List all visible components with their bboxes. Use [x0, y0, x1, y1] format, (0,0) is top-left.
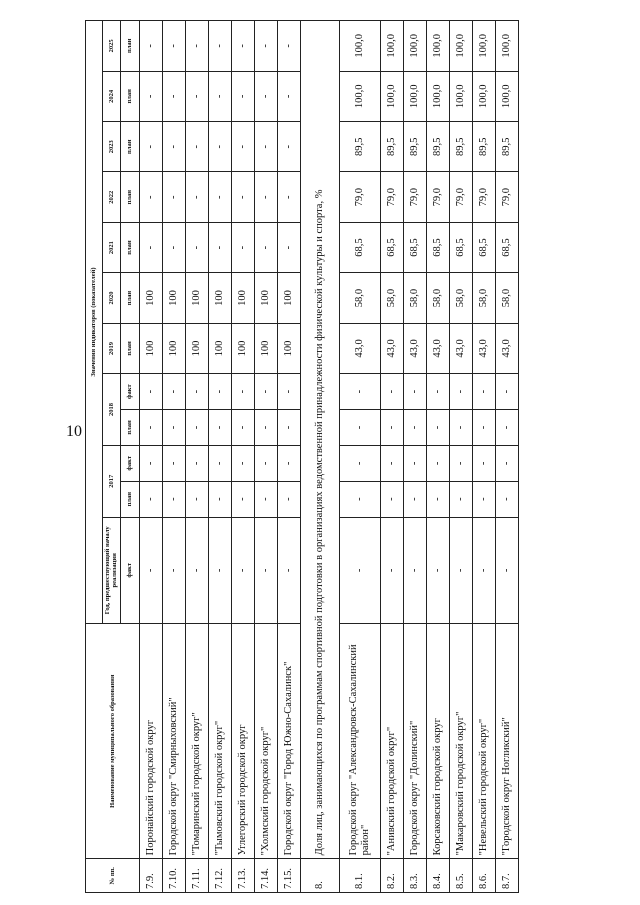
header-values: Значения индикаторов (показателей) [86, 21, 103, 624]
value-cell: - [162, 445, 185, 481]
value-cell: - [277, 172, 300, 222]
header-year-2024: 2024 [103, 71, 121, 121]
value-cell: - [208, 222, 231, 272]
value-cell: 43,0 [495, 323, 518, 373]
value-cell: - [380, 445, 403, 481]
value-cell: - [472, 517, 495, 623]
value-cell: - [208, 172, 231, 222]
value-cell: - [139, 122, 162, 172]
municipality-name: "Тымовский городской округ" [208, 624, 231, 859]
value-cell: 58,0 [339, 273, 380, 323]
value-cell: - [380, 481, 403, 517]
header-year-2021: 2021 [103, 222, 121, 272]
value-cell: - [139, 374, 162, 410]
value-cell: 68,5 [449, 222, 472, 272]
value-cell: - [403, 410, 426, 446]
value-cell: 68,5 [472, 222, 495, 272]
value-cell: 89,5 [339, 122, 380, 172]
value-cell: - [495, 410, 518, 446]
row-number: 7.9. [139, 859, 162, 893]
municipality-name: Городской округ "Александровск-Сахалинский район" [339, 624, 380, 859]
rotated-table-area [85, 20, 590, 893]
value-cell: 100 [277, 323, 300, 373]
table-row [403, 21, 426, 893]
row-number: 8.1. [339, 859, 380, 893]
value-cell: - [231, 172, 254, 222]
table-row [231, 21, 254, 893]
value-cell: - [449, 374, 472, 410]
value-cell: - [185, 21, 208, 72]
value-cell: - [231, 71, 254, 121]
table-row [185, 21, 208, 893]
value-cell: - [277, 21, 300, 72]
sub-plan: план [120, 71, 139, 121]
value-cell: 89,5 [472, 122, 495, 172]
value-cell: 58,0 [426, 273, 449, 323]
value-cell: 100,0 [495, 71, 518, 121]
value-cell: - [339, 445, 380, 481]
value-cell: 79,0 [472, 172, 495, 222]
value-cell: 100,0 [472, 71, 495, 121]
table-row [208, 21, 231, 893]
municipality-name: "Томаринский городской округ" [185, 624, 208, 859]
value-cell: 43,0 [449, 323, 472, 373]
sub-plan: план [120, 172, 139, 222]
value-cell: - [162, 21, 185, 72]
sub-fact: факт [120, 445, 139, 481]
value-cell: 43,0 [380, 323, 403, 373]
value-cell: - [162, 517, 185, 623]
value-cell: - [380, 374, 403, 410]
indicators-table [85, 20, 519, 893]
value-cell: - [231, 122, 254, 172]
value-cell: - [231, 517, 254, 623]
value-cell: - [254, 71, 277, 121]
value-cell: - [208, 122, 231, 172]
section-number: 8. [300, 859, 339, 893]
value-cell: 100 [231, 273, 254, 323]
table-body [139, 21, 518, 893]
value-cell: - [254, 410, 277, 446]
value-cell: 100,0 [380, 21, 403, 72]
value-cell: - [472, 445, 495, 481]
page-number: 10 [66, 423, 82, 440]
value-cell: - [231, 374, 254, 410]
value-cell: - [426, 374, 449, 410]
value-cell: - [277, 71, 300, 121]
value-cell: - [139, 481, 162, 517]
municipality-name: Поронайский городской округ [139, 624, 162, 859]
table-row [426, 21, 449, 893]
value-cell: - [403, 517, 426, 623]
value-cell: - [403, 445, 426, 481]
row-number: 8.5. [449, 859, 472, 893]
municipality-name: Углегорский городской округ [231, 624, 254, 859]
value-cell: - [277, 445, 300, 481]
value-cell: 79,0 [339, 172, 380, 222]
value-cell: 58,0 [403, 273, 426, 323]
row-number: 7.12. [208, 859, 231, 893]
row-number: 8.6. [472, 859, 495, 893]
value-cell: - [231, 445, 254, 481]
header-year-2017: 2017 [103, 445, 121, 517]
value-cell: 100 [254, 273, 277, 323]
value-cell: - [426, 481, 449, 517]
value-cell: - [139, 21, 162, 72]
value-cell: 43,0 [403, 323, 426, 373]
value-cell: - [403, 374, 426, 410]
value-cell: - [254, 481, 277, 517]
header-base-year: Год, предшествующий началу реализации [103, 517, 121, 623]
sub-fact: факт [120, 517, 139, 623]
value-cell: - [426, 410, 449, 446]
value-cell: - [185, 517, 208, 623]
value-cell: - [472, 374, 495, 410]
value-cell: - [162, 222, 185, 272]
sub-fact: факт [120, 374, 139, 410]
value-cell: - [449, 410, 472, 446]
header-year-2023: 2023 [103, 122, 121, 172]
value-cell: - [185, 172, 208, 222]
value-cell: - [208, 445, 231, 481]
value-cell: - [495, 481, 518, 517]
value-cell: - [277, 410, 300, 446]
value-cell: 100,0 [449, 21, 472, 72]
row-number: 8.4. [426, 859, 449, 893]
value-cell: 68,5 [403, 222, 426, 272]
sub-plan: план [120, 222, 139, 272]
value-cell: 100,0 [426, 71, 449, 121]
value-cell: - [208, 517, 231, 623]
value-cell: - [277, 374, 300, 410]
value-cell: - [254, 122, 277, 172]
value-cell: - [139, 222, 162, 272]
header-year-2022: 2022 [103, 172, 121, 222]
municipality-name: Городской округ "Город Южно-Сахалинск" [277, 624, 300, 859]
value-cell: - [339, 517, 380, 623]
value-cell: - [208, 410, 231, 446]
value-cell: 100,0 [339, 71, 380, 121]
table-row [472, 21, 495, 893]
row-number: 8.7. [495, 859, 518, 893]
section-row [300, 21, 339, 893]
header-num: № пп. [86, 859, 140, 893]
municipality-name: "Анивский городской округ" [380, 624, 403, 859]
sub-plan: план [120, 273, 139, 323]
municipality-name: Корсаковский городской округ [426, 624, 449, 859]
row-number: 7.10. [162, 859, 185, 893]
value-cell: 68,5 [495, 222, 518, 272]
row-number: 7.15. [277, 859, 300, 893]
value-cell: 68,5 [380, 222, 403, 272]
value-cell: 79,0 [380, 172, 403, 222]
value-cell: 79,0 [449, 172, 472, 222]
value-cell: - [208, 374, 231, 410]
value-cell: - [185, 222, 208, 272]
value-cell: 100,0 [426, 21, 449, 72]
sub-plan: план [120, 21, 139, 72]
value-cell: 89,5 [403, 122, 426, 172]
value-cell: - [277, 222, 300, 272]
sub-plan: план [120, 122, 139, 172]
value-cell: - [139, 71, 162, 121]
value-cell: 58,0 [449, 273, 472, 323]
table-rotator [85, 20, 590, 893]
header-year-2018: 2018 [103, 374, 121, 446]
municipality-name: Городской округ "Долинский" [403, 624, 426, 859]
row-number: 7.13. [231, 859, 254, 893]
value-cell: - [231, 481, 254, 517]
value-cell: - [162, 374, 185, 410]
municipality-name: "Холмский городской округ" [254, 624, 277, 859]
sub-plan: план [120, 481, 139, 517]
municipality-name: Городской округ "Смирныховский" [162, 624, 185, 859]
section-title: Доля лиц, занимающихся по программам спортивной подготовки в организациях ведомственной принадлежности физической культуры и спорта, % [300, 21, 339, 859]
value-cell: - [339, 481, 380, 517]
value-cell: - [162, 172, 185, 222]
row-number: 7.11. [185, 859, 208, 893]
value-cell: 100,0 [403, 71, 426, 121]
value-cell: 68,5 [339, 222, 380, 272]
value-cell: 58,0 [495, 273, 518, 323]
value-cell: 100 [185, 323, 208, 373]
value-cell: 100,0 [403, 21, 426, 72]
municipality-name: "Городской округ Ногликский" [495, 624, 518, 859]
value-cell: 89,5 [449, 122, 472, 172]
value-cell: - [495, 517, 518, 623]
table-row [495, 21, 518, 893]
value-cell: - [254, 445, 277, 481]
value-cell: - [277, 481, 300, 517]
value-cell: - [449, 517, 472, 623]
value-cell: 79,0 [495, 172, 518, 222]
header-year-2025: 2025 [103, 21, 121, 72]
value-cell: - [380, 517, 403, 623]
value-cell: 100,0 [495, 21, 518, 72]
value-cell: 43,0 [426, 323, 449, 373]
table-row [139, 21, 162, 893]
value-cell: 58,0 [472, 273, 495, 323]
value-cell: - [495, 374, 518, 410]
value-cell: - [185, 71, 208, 121]
value-cell: 100,0 [339, 21, 380, 72]
value-cell: - [254, 222, 277, 272]
municipality-name: "Макаровский городской округ" [449, 624, 472, 859]
value-cell: 100,0 [472, 21, 495, 72]
value-cell: 100 [139, 273, 162, 323]
value-cell: 100 [231, 323, 254, 373]
value-cell: - [254, 172, 277, 222]
value-cell: 43,0 [339, 323, 380, 373]
table-header [86, 21, 140, 893]
row-number: 7.14. [254, 859, 277, 893]
value-cell: 79,0 [426, 172, 449, 222]
value-cell: - [449, 481, 472, 517]
value-cell: - [380, 410, 403, 446]
table-row [277, 21, 300, 893]
value-cell: 68,5 [426, 222, 449, 272]
value-cell: - [185, 374, 208, 410]
value-cell: - [426, 445, 449, 481]
value-cell: - [162, 481, 185, 517]
value-cell: - [162, 71, 185, 121]
value-cell: - [162, 122, 185, 172]
value-cell: - [231, 222, 254, 272]
value-cell: - [231, 410, 254, 446]
table-row [449, 21, 472, 893]
value-cell: 100 [162, 273, 185, 323]
header-year-2020: 2020 [103, 273, 121, 323]
value-cell: - [472, 410, 495, 446]
row-number: 8.2. [380, 859, 403, 893]
value-cell: 89,5 [495, 122, 518, 172]
table-row [254, 21, 277, 893]
value-cell: - [185, 122, 208, 172]
value-cell: - [403, 481, 426, 517]
value-cell: - [139, 517, 162, 623]
value-cell: - [208, 21, 231, 72]
value-cell: - [231, 21, 254, 72]
value-cell: 100 [277, 273, 300, 323]
value-cell: - [254, 21, 277, 72]
header-name: Наименование муниципального образования [86, 624, 140, 859]
value-cell: 58,0 [380, 273, 403, 323]
value-cell: - [139, 172, 162, 222]
table-row [380, 21, 403, 893]
municipality-name: "Невельский городской округ" [472, 624, 495, 859]
value-cell: 100 [254, 323, 277, 373]
value-cell: 100,0 [380, 71, 403, 121]
value-cell: 89,5 [426, 122, 449, 172]
header-year-2019: 2019 [103, 323, 121, 373]
value-cell: - [185, 481, 208, 517]
value-cell: - [139, 445, 162, 481]
value-cell: - [339, 374, 380, 410]
value-cell: - [254, 517, 277, 623]
value-cell: 100 [208, 273, 231, 323]
value-cell: - [162, 410, 185, 446]
value-cell: 100 [185, 273, 208, 323]
value-cell: - [254, 374, 277, 410]
value-cell: 100 [139, 323, 162, 373]
value-cell: - [339, 410, 380, 446]
value-cell: 100 [208, 323, 231, 373]
value-cell: 100,0 [449, 71, 472, 121]
table-row [162, 21, 185, 893]
row-number: 8.3. [403, 859, 426, 893]
value-cell: - [426, 517, 449, 623]
value-cell: 100 [162, 323, 185, 373]
value-cell: - [472, 481, 495, 517]
sub-plan: план [120, 410, 139, 446]
table-row [339, 21, 380, 893]
value-cell: - [185, 410, 208, 446]
sub-plan: план [120, 323, 139, 373]
value-cell: 43,0 [472, 323, 495, 373]
value-cell: - [277, 122, 300, 172]
value-cell: - [139, 410, 162, 446]
value-cell: - [208, 71, 231, 121]
value-cell: - [208, 481, 231, 517]
value-cell: 89,5 [380, 122, 403, 172]
value-cell: - [495, 445, 518, 481]
value-cell: 79,0 [403, 172, 426, 222]
value-cell: - [277, 517, 300, 623]
value-cell: - [449, 445, 472, 481]
value-cell: - [185, 445, 208, 481]
